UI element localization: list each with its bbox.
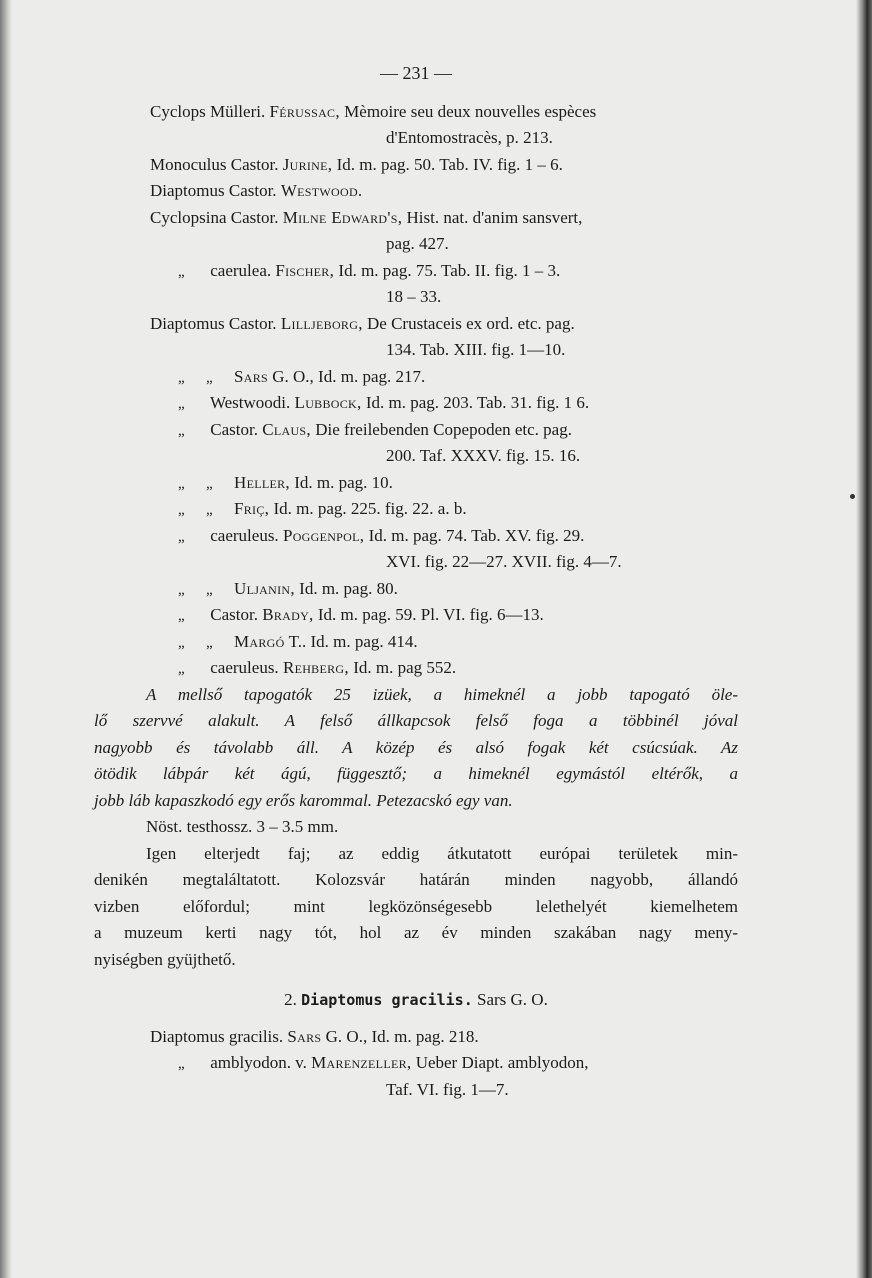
author-name: Margó [234, 631, 285, 651]
synonym-entry [94, 629, 738, 656]
synonym2-entry [94, 1024, 738, 1051]
ditto-mark: „ [178, 502, 185, 518]
reference-text: Id. m. pag. 59. Pl. VI. fig. 6—13. [317, 605, 544, 624]
reference-text: G. O., Id. m. pag. 218. [325, 1026, 479, 1046]
ditto-mark: „ [178, 608, 185, 624]
synonym-entry-continuation [94, 443, 738, 470]
reference-text: Id. m. pag. 74. Tab. XV. fig. 29. [368, 525, 585, 545]
taxon-name: Diaptomus gracilis. [150, 1026, 284, 1046]
reference-text: De Crustaceis ex ord. etc. pag. [367, 313, 575, 333]
author-name: Marenzeller, [311, 1053, 412, 1072]
synonym-entry [94, 99, 738, 126]
para-line: denikén megtaláltatott. Kolozsvár határán minden nagyobb, állandó [94, 870, 738, 889]
description-italic [94, 682, 738, 815]
page-shadow-left [0, 0, 12, 1278]
species-number: 2. [284, 990, 297, 1009]
synonym-entry [94, 152, 738, 179]
italic-line: lő szervvé alakult. A felső állkapcsok felső foga a többinél jóval [94, 711, 738, 730]
synonym-entry [94, 655, 738, 682]
synonym-entry [94, 523, 738, 550]
synonym-entry [94, 390, 738, 417]
synonymy-list-2 [94, 1024, 738, 1104]
page-number-header: — 231 — [380, 63, 452, 83]
taxon-name: Castor. [210, 605, 258, 624]
synonym-entry-continuation [94, 125, 738, 152]
reference-text: Taf. VI. fig. 1—7. [386, 1079, 509, 1099]
author-name: Lilljeborg, [280, 313, 363, 333]
species-name: Diaptomus gracilis. [301, 991, 473, 1009]
ditto-mark: „ [206, 502, 213, 518]
synonym-entry-continuation [94, 337, 738, 364]
reference-text: Id. m. pag. 203. Tab. 31. fig. 1 6. [365, 393, 590, 412]
ditto-mark: „ [178, 396, 185, 412]
synonym-entry [94, 470, 738, 497]
author-name: Jurine, [282, 154, 333, 174]
size-line: Nöst. testhossz. 3 – 3.5 mm. [146, 817, 339, 836]
author-name: Fischer, [275, 260, 335, 280]
ditto-mark: „ [178, 1056, 185, 1072]
author-name: Lubbock, [294, 393, 362, 412]
synonym-entry [94, 364, 738, 391]
reference-text: XVI. fig. 22—27. XVII. fig. 4—7. [386, 552, 622, 571]
para-line: nyiségben gyüjthető. [94, 949, 236, 969]
synonym-entry [94, 496, 738, 523]
ditto-mark: „ [178, 263, 185, 280]
reference-text: Ueber Diapt. amblyodon, [415, 1053, 589, 1072]
synonym-entry [94, 311, 738, 338]
reference-text: Mèmoire seu deux nouvelles espèces [344, 101, 597, 121]
taxon-name: Diaptomus Castor. [150, 181, 277, 200]
taxon-name: amblyodon. v. [210, 1053, 307, 1072]
reference-text: Id. m. pag. 80. [299, 578, 398, 598]
synonym-entry [94, 205, 738, 232]
author-name: Westwood. [280, 181, 363, 200]
author-name: Uljanin, [234, 578, 295, 598]
reference-text: Id. m. pag. 50. Tab. IV. fig. 1 – 6. [336, 154, 563, 174]
author-name: Milne Edward's, [282, 207, 403, 227]
reference-text: Hist. nat. d'anim sansvert, [406, 207, 583, 227]
ditto-mark: „ [178, 475, 185, 492]
ditto-mark: „ [178, 422, 185, 439]
species-heading [94, 987, 738, 1014]
ditto-mark: „ [206, 475, 213, 492]
italic-line: ötödik lábpár két ágú, függesztő; a himeknél egymástól eltérők, a [94, 764, 738, 783]
author-name: Claus, [262, 419, 311, 439]
reference-text: Id. m. pag. 10. [294, 472, 393, 492]
ditto-mark: „ [178, 634, 185, 651]
synonym-entry-continuation [94, 231, 738, 258]
ditto-mark: „ [178, 369, 185, 386]
ditto-mark: „ [206, 369, 213, 386]
synonym2-entry-continuation [94, 1077, 738, 1104]
ditto-mark: „ [178, 581, 185, 598]
taxon-name: Cyclops Mülleri. [150, 101, 266, 121]
synonym-entry [94, 258, 738, 285]
para-line: Igen elterjedt faj; az eddig átkutatott európai területek min- [146, 843, 738, 863]
synonym-entry [94, 602, 738, 629]
taxon-name: caerulea. [210, 260, 272, 280]
taxon-name: Monoculus Castor. [150, 154, 279, 174]
para-line: a muzeum kerti nagy tót, hol az év minden szakában nagy meny- [94, 923, 738, 942]
reference-text: 200. Taf. XXXV. fig. 15. 16. [386, 446, 581, 465]
ditto-mark: „ [178, 661, 185, 677]
author-name: Brady, [262, 605, 314, 624]
synonym-entry [94, 576, 738, 603]
synonym-entry-continuation [94, 284, 738, 311]
author-name: Poggenpol, [282, 525, 365, 545]
italic-line: jobb láb kapaszkodó egy erős karommal. Petezacskó egy van. [94, 790, 513, 810]
para-line: vizben előfordul; mint legközönségesebb lelethelyét kiemelhetem [94, 896, 738, 916]
author-name: Férussac, [269, 101, 340, 121]
taxon-name: caeruleus. [210, 658, 279, 677]
reference-text: T.. Id. m. pag. 414. [288, 631, 418, 651]
italic-line: A mellső tapogatók 25 izüek, a himeknél a jobb tapogató öle- [146, 684, 738, 704]
synonymy-list [94, 99, 738, 682]
ditto-mark: „ [206, 581, 213, 598]
reference-text: Die freilebenden Copepoden etc. pag. [315, 419, 572, 439]
reference-text: d'Entomostracès, p. 213. [386, 128, 553, 147]
text-body [94, 60, 738, 1103]
distribution-paragraph [94, 841, 738, 974]
reference-text: Id. m. pag. 75. Tab. II. fig. 1 – 3. [338, 260, 561, 280]
page-shadow-right [856, 0, 872, 1278]
synonym-entry [94, 178, 738, 205]
author-name: Friç, [234, 499, 270, 518]
taxon-name: Castor. [210, 419, 258, 439]
reference-text: 134. Tab. XIII. fig. 1—10. [386, 340, 566, 359]
author-name: Sars [287, 1026, 322, 1046]
taxon-name: Cyclopsina Castor. [150, 207, 279, 227]
reference-text: G. O., Id. m. pag. 217. [272, 366, 426, 386]
synonym-entry [94, 417, 738, 444]
ditto-mark: „ [206, 634, 213, 651]
synonym-entry-continuation [94, 549, 738, 576]
reference-text: 18 – 33. [386, 287, 442, 306]
author-name: Sars [234, 366, 268, 386]
ink-speck [850, 494, 855, 499]
author-name: Rehberg, [282, 658, 349, 677]
author-name: Heller, [234, 472, 290, 492]
taxon-name: caeruleus. [210, 525, 279, 545]
italic-line: nagyobb és távolabb áll. A közép és alsó fogak két csúcsúak. Az [94, 737, 738, 757]
reference-text: Id. m. pag. 225. fig. 22. a. b. [273, 499, 467, 518]
taxon-name: Diaptomus Castor. [150, 313, 277, 333]
synonym2-entry [94, 1050, 738, 1077]
reference-text: Id. m. pag 552. [353, 658, 457, 677]
species-author: Sars G. O. [477, 990, 548, 1009]
taxon-name: Westwoodi. [209, 393, 291, 412]
reference-text: pag. 427. [386, 234, 449, 253]
ditto-mark: „ [178, 528, 185, 545]
